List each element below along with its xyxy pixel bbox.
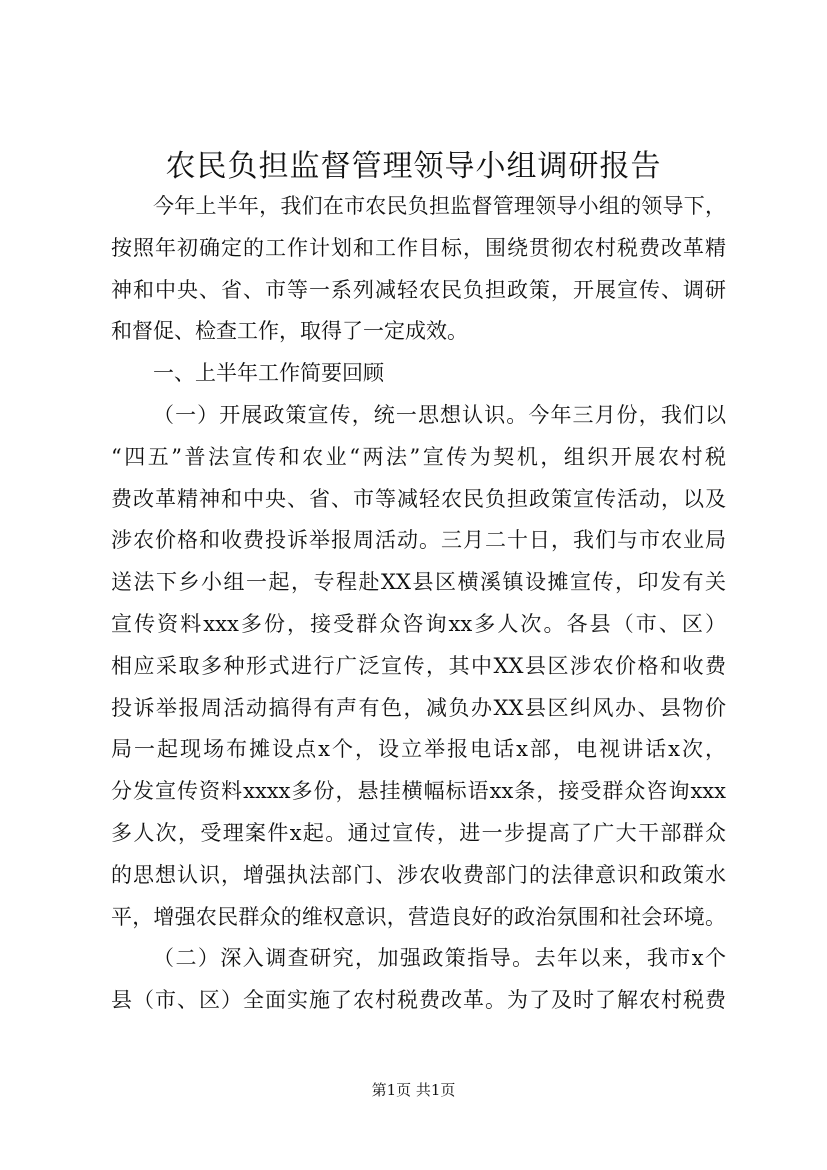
- text-line: 按照年初确定的工作计划和工作目标，围绕贯彻农村税费改革精: [111, 235, 726, 260]
- text-line: 涉农价格和收费投诉举报周活动。三月二十日，我们与市农业局: [111, 528, 726, 553]
- document-title: 农民负担监督管理领导小组调研报告: [165, 149, 662, 184]
- text-line: （二）深入调查研究，加强政策指导。去年以来，我市x个: [153, 946, 726, 971]
- text-line: 的思想认识，增强执法部门、涉农收费部门的法律意识和政策水: [111, 862, 726, 887]
- text-line: 和督促、检查工作，取得了一定成效。: [111, 319, 468, 344]
- text-line: 局一起现场布摊设点x个，设立举报电话x部，电视讲话x次，: [111, 737, 726, 762]
- page-footer: 第1页 共1页: [371, 1081, 456, 1099]
- text-line: 一、上半年工作简要回顾: [153, 361, 384, 386]
- text-line: 神和中央、省、市等一系列减轻农民负担政策，开展宣传、调研: [111, 277, 726, 302]
- text-line: 平，增强农民群众的维权意识，营造良好的政治氛围和社会环境。: [111, 904, 726, 929]
- text-line: 分发宣传资料xxxx多份，悬挂横幅标语xx条，接受群众咨询xxx: [111, 779, 726, 804]
- text-line: 宣传资料xxx多份，接受群众咨询xx多人次。各县（市、区）: [111, 611, 726, 636]
- text-line: 送法下乡小组一起，专程赴XX县区横溪镇设摊宣传，印发有关: [111, 570, 726, 595]
- text-line: 费改革精神和中央、省、市等减轻农民负担政策宣传活动，以及: [111, 486, 726, 511]
- text-line: 投诉举报周活动搞得有声有色，减负办XX县区纠风办、县物价: [111, 695, 726, 720]
- text-line: 多人次，受理案件x起。通过宣传，进一步提高了广大干部群众: [111, 820, 726, 845]
- text-line: （一）开展政策宣传，统一思想认识。今年三月份，我们以: [153, 402, 726, 427]
- text-line: 县（市、区）全面实施了农村税费改革。为了及时了解农村税费: [111, 988, 726, 1013]
- text-line: 相应采取多种形式进行广泛宣传，其中XX县区涉农价格和收费: [111, 653, 726, 678]
- text-line: “四五”普法宣传和农业“两法”宣传为契机，组织开展农村税: [111, 444, 726, 469]
- document-body: [111, 186, 726, 1022]
- text-line: 今年上半年，我们在市农民负担监督管理领导小组的领导下，: [153, 194, 726, 218]
